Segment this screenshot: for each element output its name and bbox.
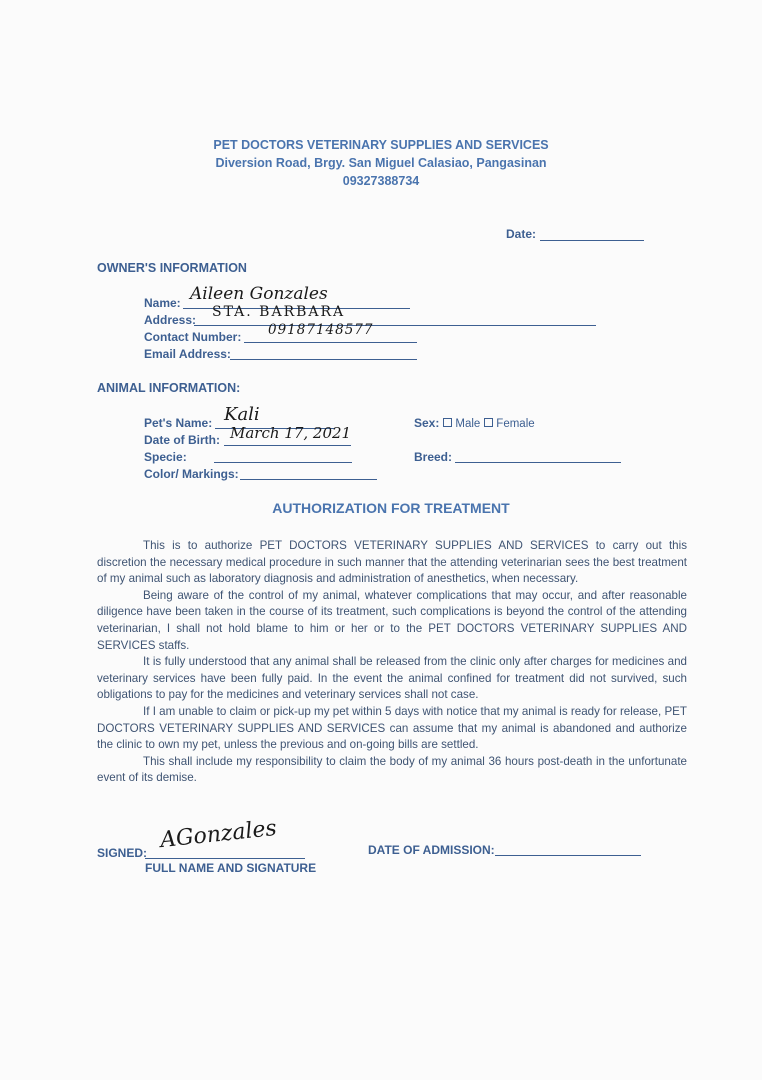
signature-mark: AGonzales <box>159 815 278 854</box>
authorization-body <box>97 538 687 787</box>
dob-value: March 17, 2021 <box>230 424 352 442</box>
business-address: Diversion Road, Brgy. San Miguel Calasiao, Pangasinan <box>215 156 547 170</box>
female-option-label: Female <box>496 418 535 430</box>
breed-field[interactable] <box>455 448 621 463</box>
color-markings-field[interactable] <box>240 465 377 480</box>
date-field[interactable] <box>540 226 644 241</box>
signature-sub-label: FULL NAME AND SIGNATURE <box>145 861 317 875</box>
breed-label: Breed: <box>414 450 453 464</box>
male-option-label: Male <box>455 418 481 430</box>
owner-contact-value: 09187148577 <box>268 322 374 338</box>
color-markings-label: Color/ Markings: <box>144 467 239 481</box>
owner-contact-label: Contact Number: <box>144 330 242 344</box>
specie-field[interactable] <box>214 448 352 463</box>
sex-options <box>414 416 535 430</box>
female-checkbox[interactable] <box>484 418 493 427</box>
date-label: Date: <box>506 227 537 241</box>
sex-label: Sex: <box>414 416 440 430</box>
male-checkbox[interactable] <box>443 418 452 427</box>
authorization-title: AUTHORIZATION FOR TREATMENT <box>272 500 510 516</box>
animal-section-title: ANIMAL INFORMATION: <box>97 381 241 395</box>
authorization-paragraph: This shall include my responsibility to claim the body of my animal 36 hours post-death in the unfortunate event of its demise. <box>97 754 687 785</box>
pet-name-value: Kali <box>224 404 260 425</box>
admission-date-label: DATE OF ADMISSION: <box>368 843 495 857</box>
owner-address-value: STA. BARBARA <box>212 304 346 320</box>
authorization-paragraph: Being aware of the control of my animal, whatever complications that may occur, and after reasonable diligence have been taken in the course of its treatment, such complications is beyond the control of the attending veterinarian, I shall not hold blame to him or her or to the PET DOCTORS VETERINARY SUPPLIES AND SERVICES staffs. <box>97 588 687 652</box>
owner-email-field[interactable] <box>230 345 417 360</box>
owner-name-label: Name: <box>144 296 181 310</box>
specie-label: Specie: <box>144 450 187 464</box>
owner-email-label: Email Address: <box>144 347 231 361</box>
signed-label: SIGNED: <box>97 846 148 860</box>
authorization-paragraph: It is fully understood that any animal shall be released from the clinic only after charges for medicines and veterinary services have been fully paid. In the event the animal confined for treatment did not survived, such obligations to pay for the medicines and veterinary services shall not case. <box>97 655 687 702</box>
pet-name-label: Pet's Name: <box>144 416 213 430</box>
dob-label: Date of Birth: <box>144 433 220 447</box>
owner-address-label: Address: <box>144 313 197 327</box>
owner-name-value: Aileen Gonzales <box>190 284 328 304</box>
authorization-paragraph: This is to authorize PET DOCTORS VETERINARY SUPPLIES AND SERVICES to carry out this discretion the necessary medical procedure in such manner that the attending veterinarian sees the best treatment of my animal such as laboratory diagnosis and administration of anesthetics, when necessary. <box>97 539 687 586</box>
business-name: PET DOCTORS VETERINARY SUPPLIES AND SERVICES <box>213 138 549 152</box>
authorization-paragraph: If I am unable to claim or pick-up my pet within 5 days with notice that my animal is ready for release, PET DOCTORS VETERINARY SUPPLIES AND SERVICES can assume that my animal is abandoned and authorize the clinic to own my pet, unless the previous and on-going bills are settled. <box>97 704 687 752</box>
owner-section-title: OWNER'S INFORMATION <box>97 261 247 275</box>
business-phone: 09327388734 <box>342 174 420 188</box>
admission-date-field[interactable] <box>495 841 641 856</box>
